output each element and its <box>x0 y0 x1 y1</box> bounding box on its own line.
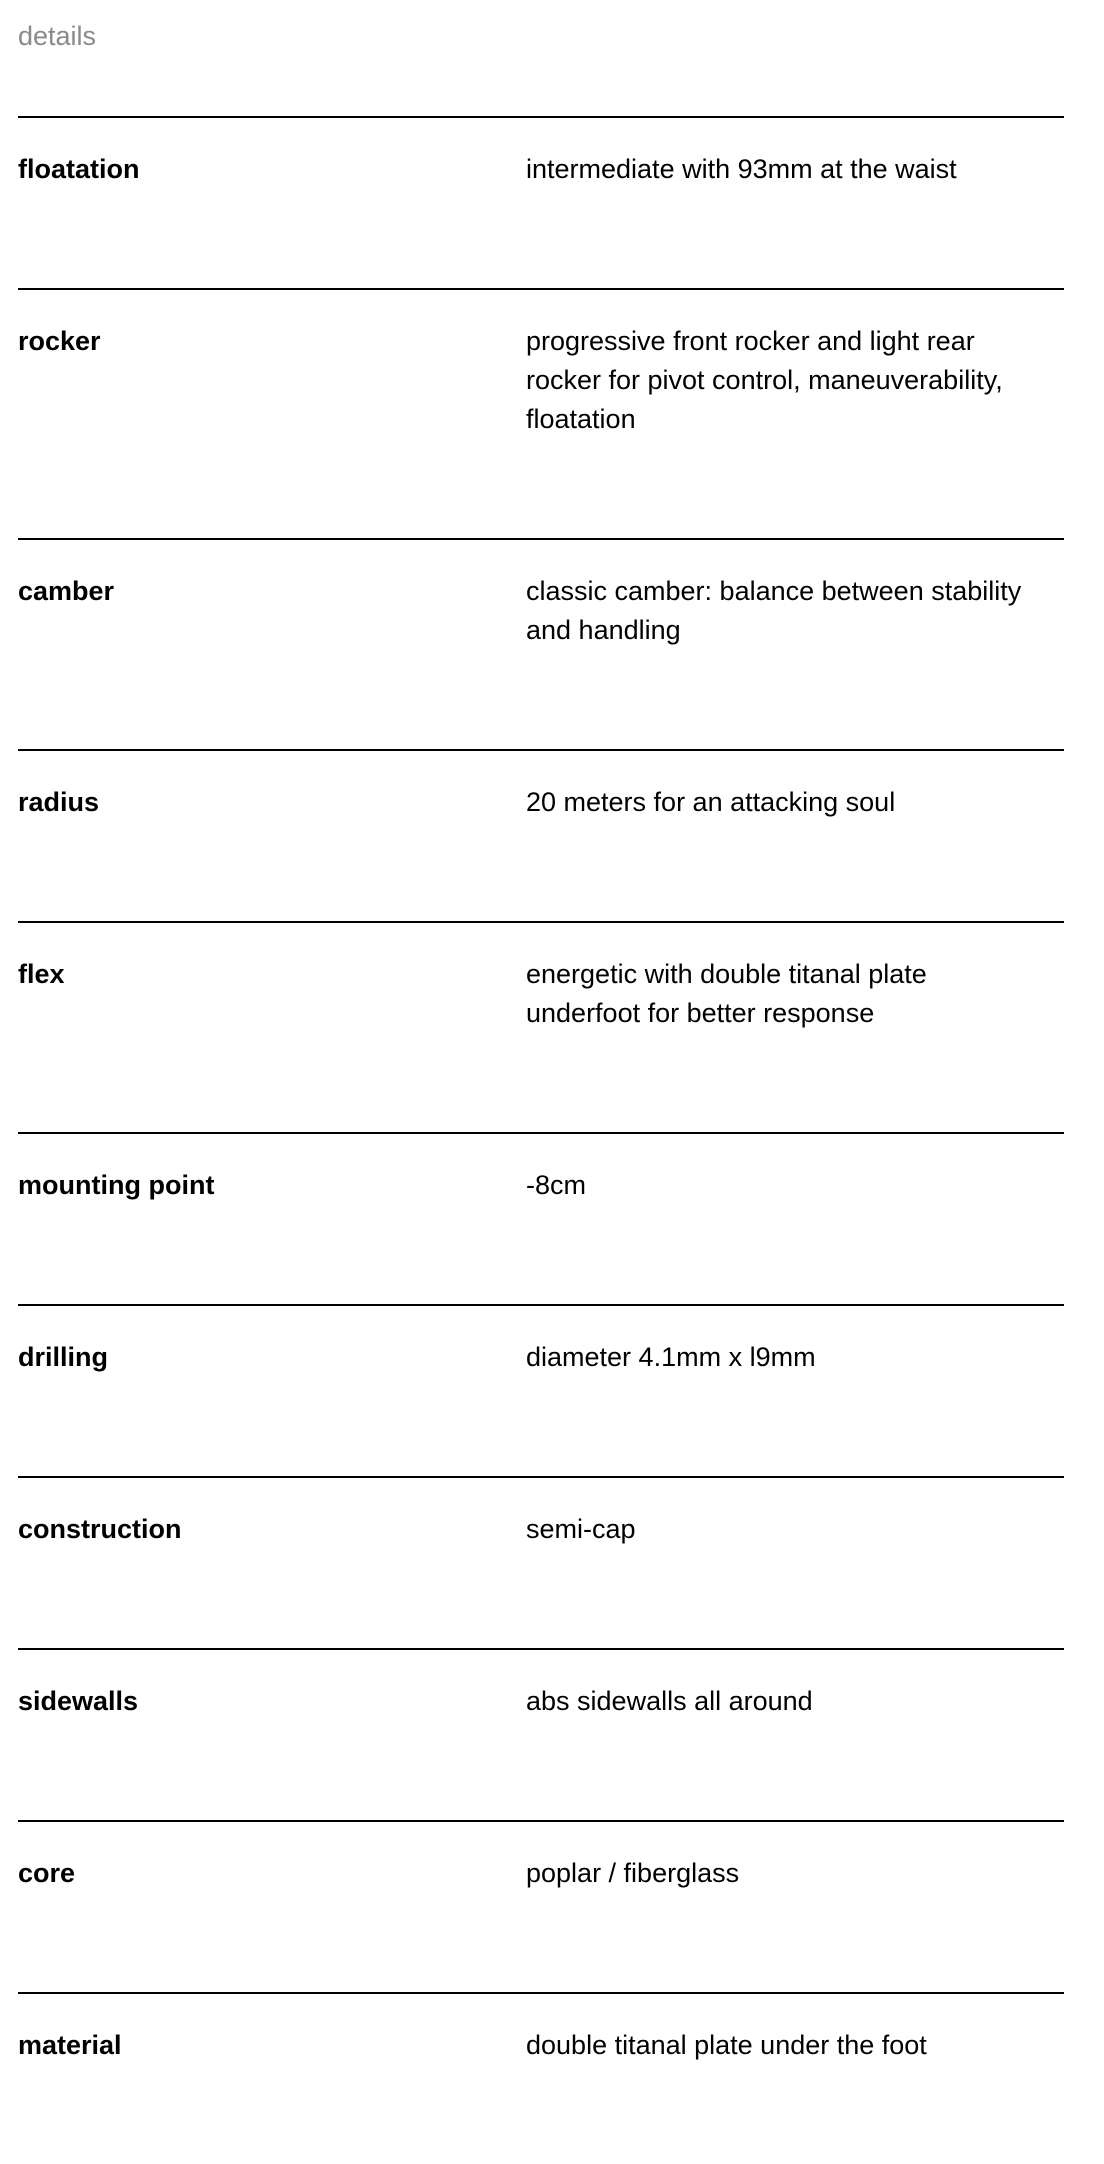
spec-label: sidewalls <box>18 1686 139 1716</box>
spec-label: radius <box>18 787 100 817</box>
spec-value: diameter 4.1mm x l9mm <box>526 1342 816 1372</box>
spec-row-floatation <box>18 116 1064 288</box>
spec-row-construction <box>18 1476 1064 1648</box>
spec-row-rocker <box>18 288 1064 538</box>
section-title: details <box>18 21 97 51</box>
spec-table <box>18 116 1064 2164</box>
spec-label: floatation <box>18 154 140 184</box>
spec-value: 20 meters for an attacking soul <box>526 787 896 817</box>
spec-row-camber <box>18 538 1064 749</box>
spec-value: intermediate with 93mm at the waist <box>526 154 957 184</box>
spec-value: energetic with double titanal plate underfoot for better response <box>526 959 927 1028</box>
spec-label: drilling <box>18 1342 108 1372</box>
spec-row-material <box>18 1992 1064 2164</box>
spec-label: camber <box>18 576 115 606</box>
spec-value: semi-cap <box>526 1514 636 1544</box>
spec-value: poplar / fiberglass <box>526 1858 740 1888</box>
spec-value: double titanal plate under the foot <box>526 2030 927 2060</box>
spec-row-flex <box>18 921 1064 1132</box>
spec-row-radius <box>18 749 1064 921</box>
spec-row-mounting-point <box>18 1132 1064 1304</box>
spec-value: classic camber: balance between stability and handling <box>526 576 1022 645</box>
spec-value: -8cm <box>526 1170 586 1200</box>
spec-label: core <box>18 1858 76 1888</box>
spec-label: material <box>18 2030 122 2060</box>
spec-label: flex <box>18 959 65 989</box>
spec-value: abs sidewalls all around <box>526 1686 813 1716</box>
spec-row-core <box>18 1820 1064 1992</box>
spec-label: rocker <box>18 326 101 356</box>
spec-row-sidewalls <box>18 1648 1064 1820</box>
spec-row-drilling <box>18 1304 1064 1476</box>
spec-value: progressive front rocker and light rear rocker for pivot control, maneuverability, floatation <box>526 326 1003 434</box>
spec-label: construction <box>18 1514 182 1544</box>
spec-label: mounting point <box>18 1170 215 1200</box>
